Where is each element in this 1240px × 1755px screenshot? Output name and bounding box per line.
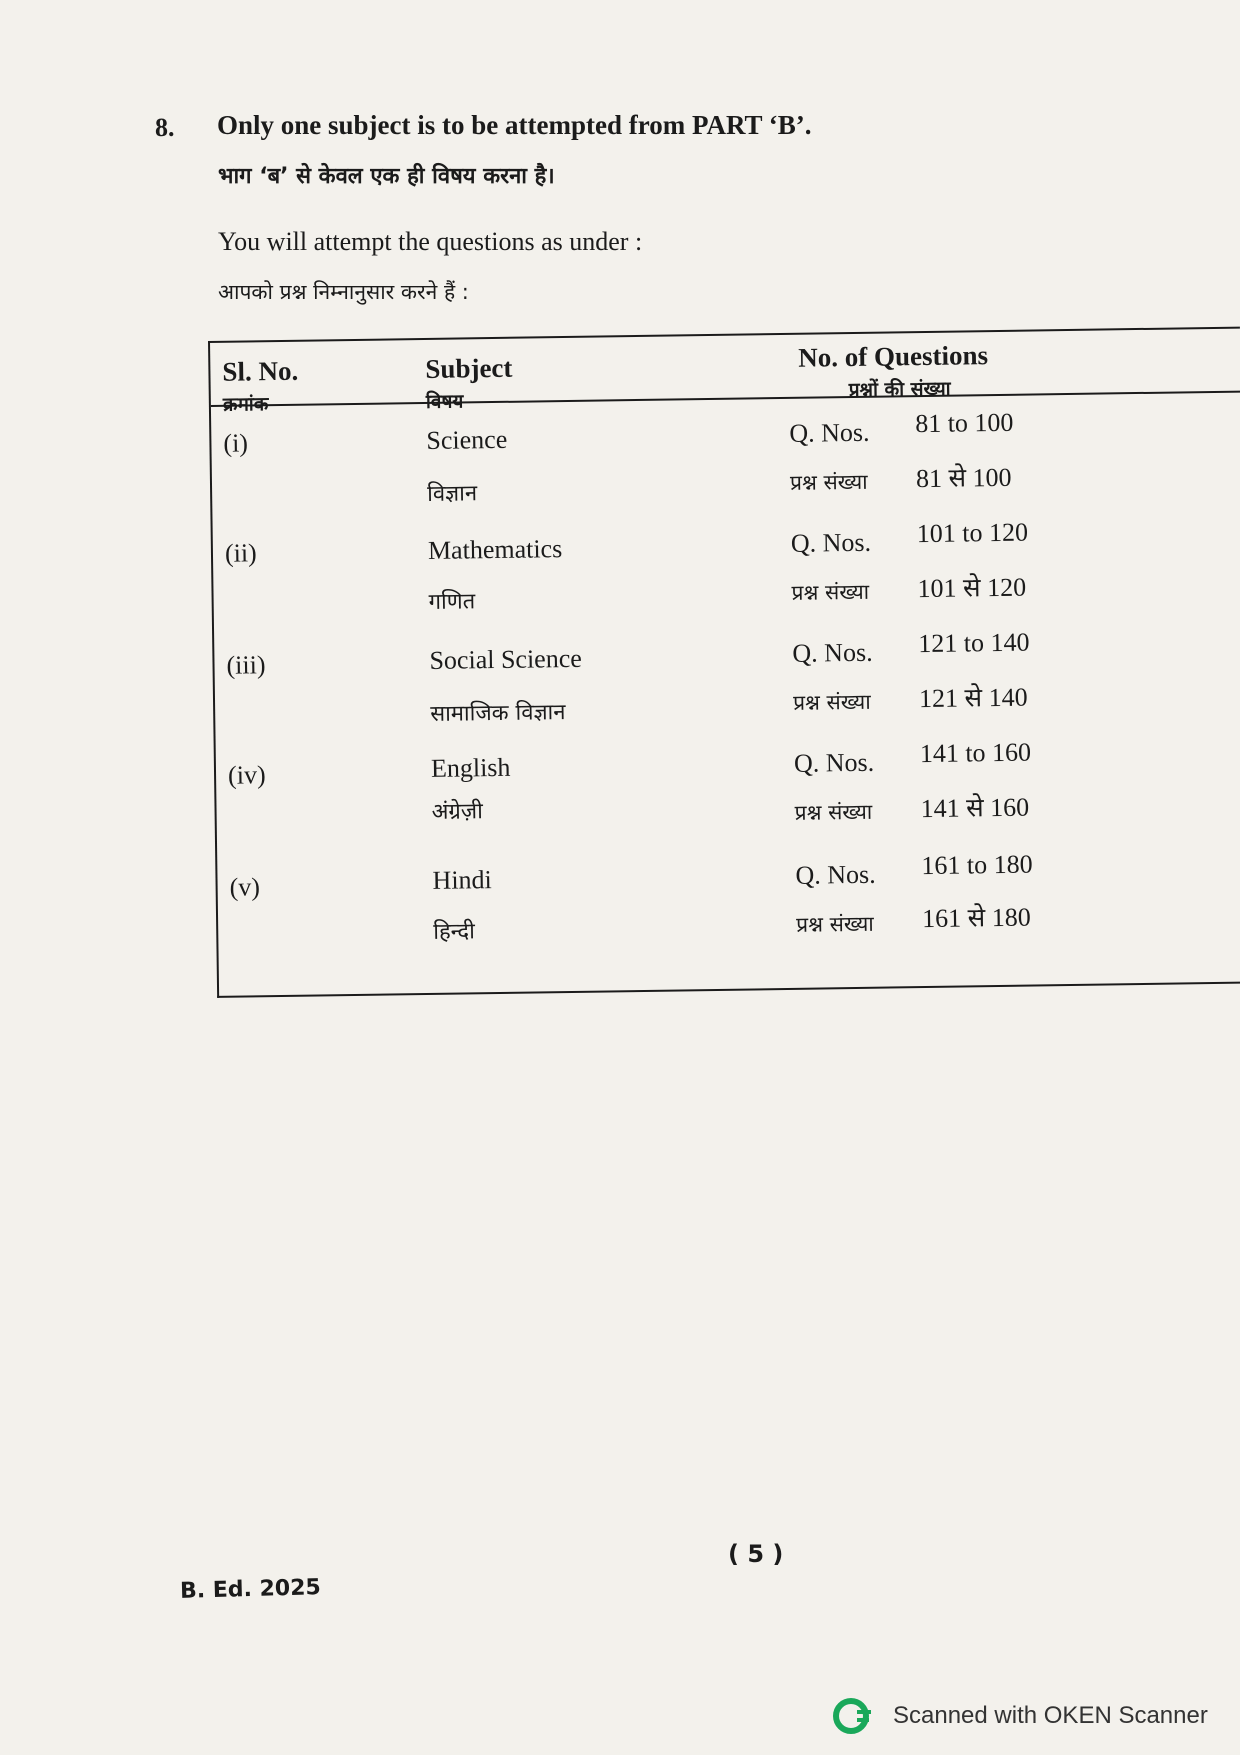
subject-table (208, 327, 1240, 998)
row-slno: (i) (223, 428, 249, 458)
row-slno: (ii) (224, 538, 257, 568)
table-header-divider (211, 391, 1240, 407)
instruction-heading-hindi: भाग ‘ब’ से केवल एक ही विषय करना है। (218, 164, 555, 189)
row-qnos-range: 161 to 180 (921, 849, 1033, 881)
row-subject-hindi: सामाजिक विज्ञान (430, 700, 566, 727)
row-qnos-range-hindi: 101 से 120 (917, 572, 1027, 604)
row-qnos-range-hindi: 141 से 160 (920, 792, 1030, 824)
row-qnos-range-hindi: 161 से 180 (921, 902, 1031, 934)
row-subject-hindi: विज्ञान (426, 481, 478, 507)
scanner-watermark-text: Scanned with OKEN Scanner (893, 1702, 1208, 1729)
row-qnos-label: Q. Nos. (795, 859, 876, 890)
oken-scanner-logo-icon (833, 1696, 873, 1736)
header-slno-hindi: क्रमांक (222, 393, 269, 416)
row-slno: (iii) (226, 650, 266, 680)
row-qnos-range: 101 to 120 (916, 517, 1029, 549)
row-qnos-label-hindi: प्रश्न संख्या (789, 469, 868, 495)
row-subject: English (430, 752, 511, 783)
row-slno: (v) (229, 872, 261, 902)
question-number: 8. (155, 113, 175, 142)
row-qnos-label-hindi: प्रश्न संख्या (791, 579, 870, 605)
row-qnos-label-hindi: प्रश्न संख्या (792, 689, 871, 715)
instruction-intro: You will attempt the questions as under : (218, 227, 643, 256)
row-subject-hindi: हिन्दी (433, 919, 476, 945)
header-questions: No. of Questions (798, 340, 989, 373)
row-slno: (iv) (227, 760, 266, 790)
row-subject: Hindi (432, 865, 492, 895)
row-qnos-label: Q. Nos. (793, 747, 875, 778)
row-qnos-label: Q. Nos. (790, 527, 872, 558)
row-qnos-range: 141 to 160 (919, 737, 1032, 769)
row-qnos-label: Q. Nos. (792, 637, 873, 668)
row-subject: Mathematics (427, 534, 563, 565)
row-qnos-range: 81 to 100 (915, 407, 1014, 439)
row-qnos-range-hindi: 81 से 100 (915, 462, 1012, 494)
row-qnos-range: 121 to 140 (918, 627, 1030, 659)
row-qnos-label: Q. Nos. (789, 417, 870, 448)
page-number: ( 5 ) (728, 1540, 784, 1568)
scanner-watermark (833, 1696, 1208, 1736)
row-qnos-label-hindi: प्रश्न संख्या (794, 799, 873, 825)
header-slno: Sl. No. (222, 355, 299, 387)
row-subject-hindi: गणित (428, 589, 476, 615)
row-qnos-range-hindi: 121 से 140 (918, 682, 1028, 714)
header-questions-hindi: प्रश्नों की संख्या (848, 377, 951, 402)
row-subject: Social Science (429, 643, 583, 675)
header-subject: Subject (425, 352, 513, 384)
exam-label: B. Ed. 2025 (179, 1575, 322, 1604)
row-qnos-label-hindi: प्रश्न संख्या (796, 911, 874, 937)
row-subject-hindi: अंग्रेज़ी (431, 799, 484, 825)
instruction-heading: Only one subject is to be attempted from PART ‘B’. (217, 110, 812, 140)
row-subject: Science (426, 424, 508, 455)
header-subject-hindi: विषय (425, 390, 464, 413)
instruction-intro-hindi: आपको प्रश्न निम्नानुसार करने हैं : (218, 280, 469, 304)
